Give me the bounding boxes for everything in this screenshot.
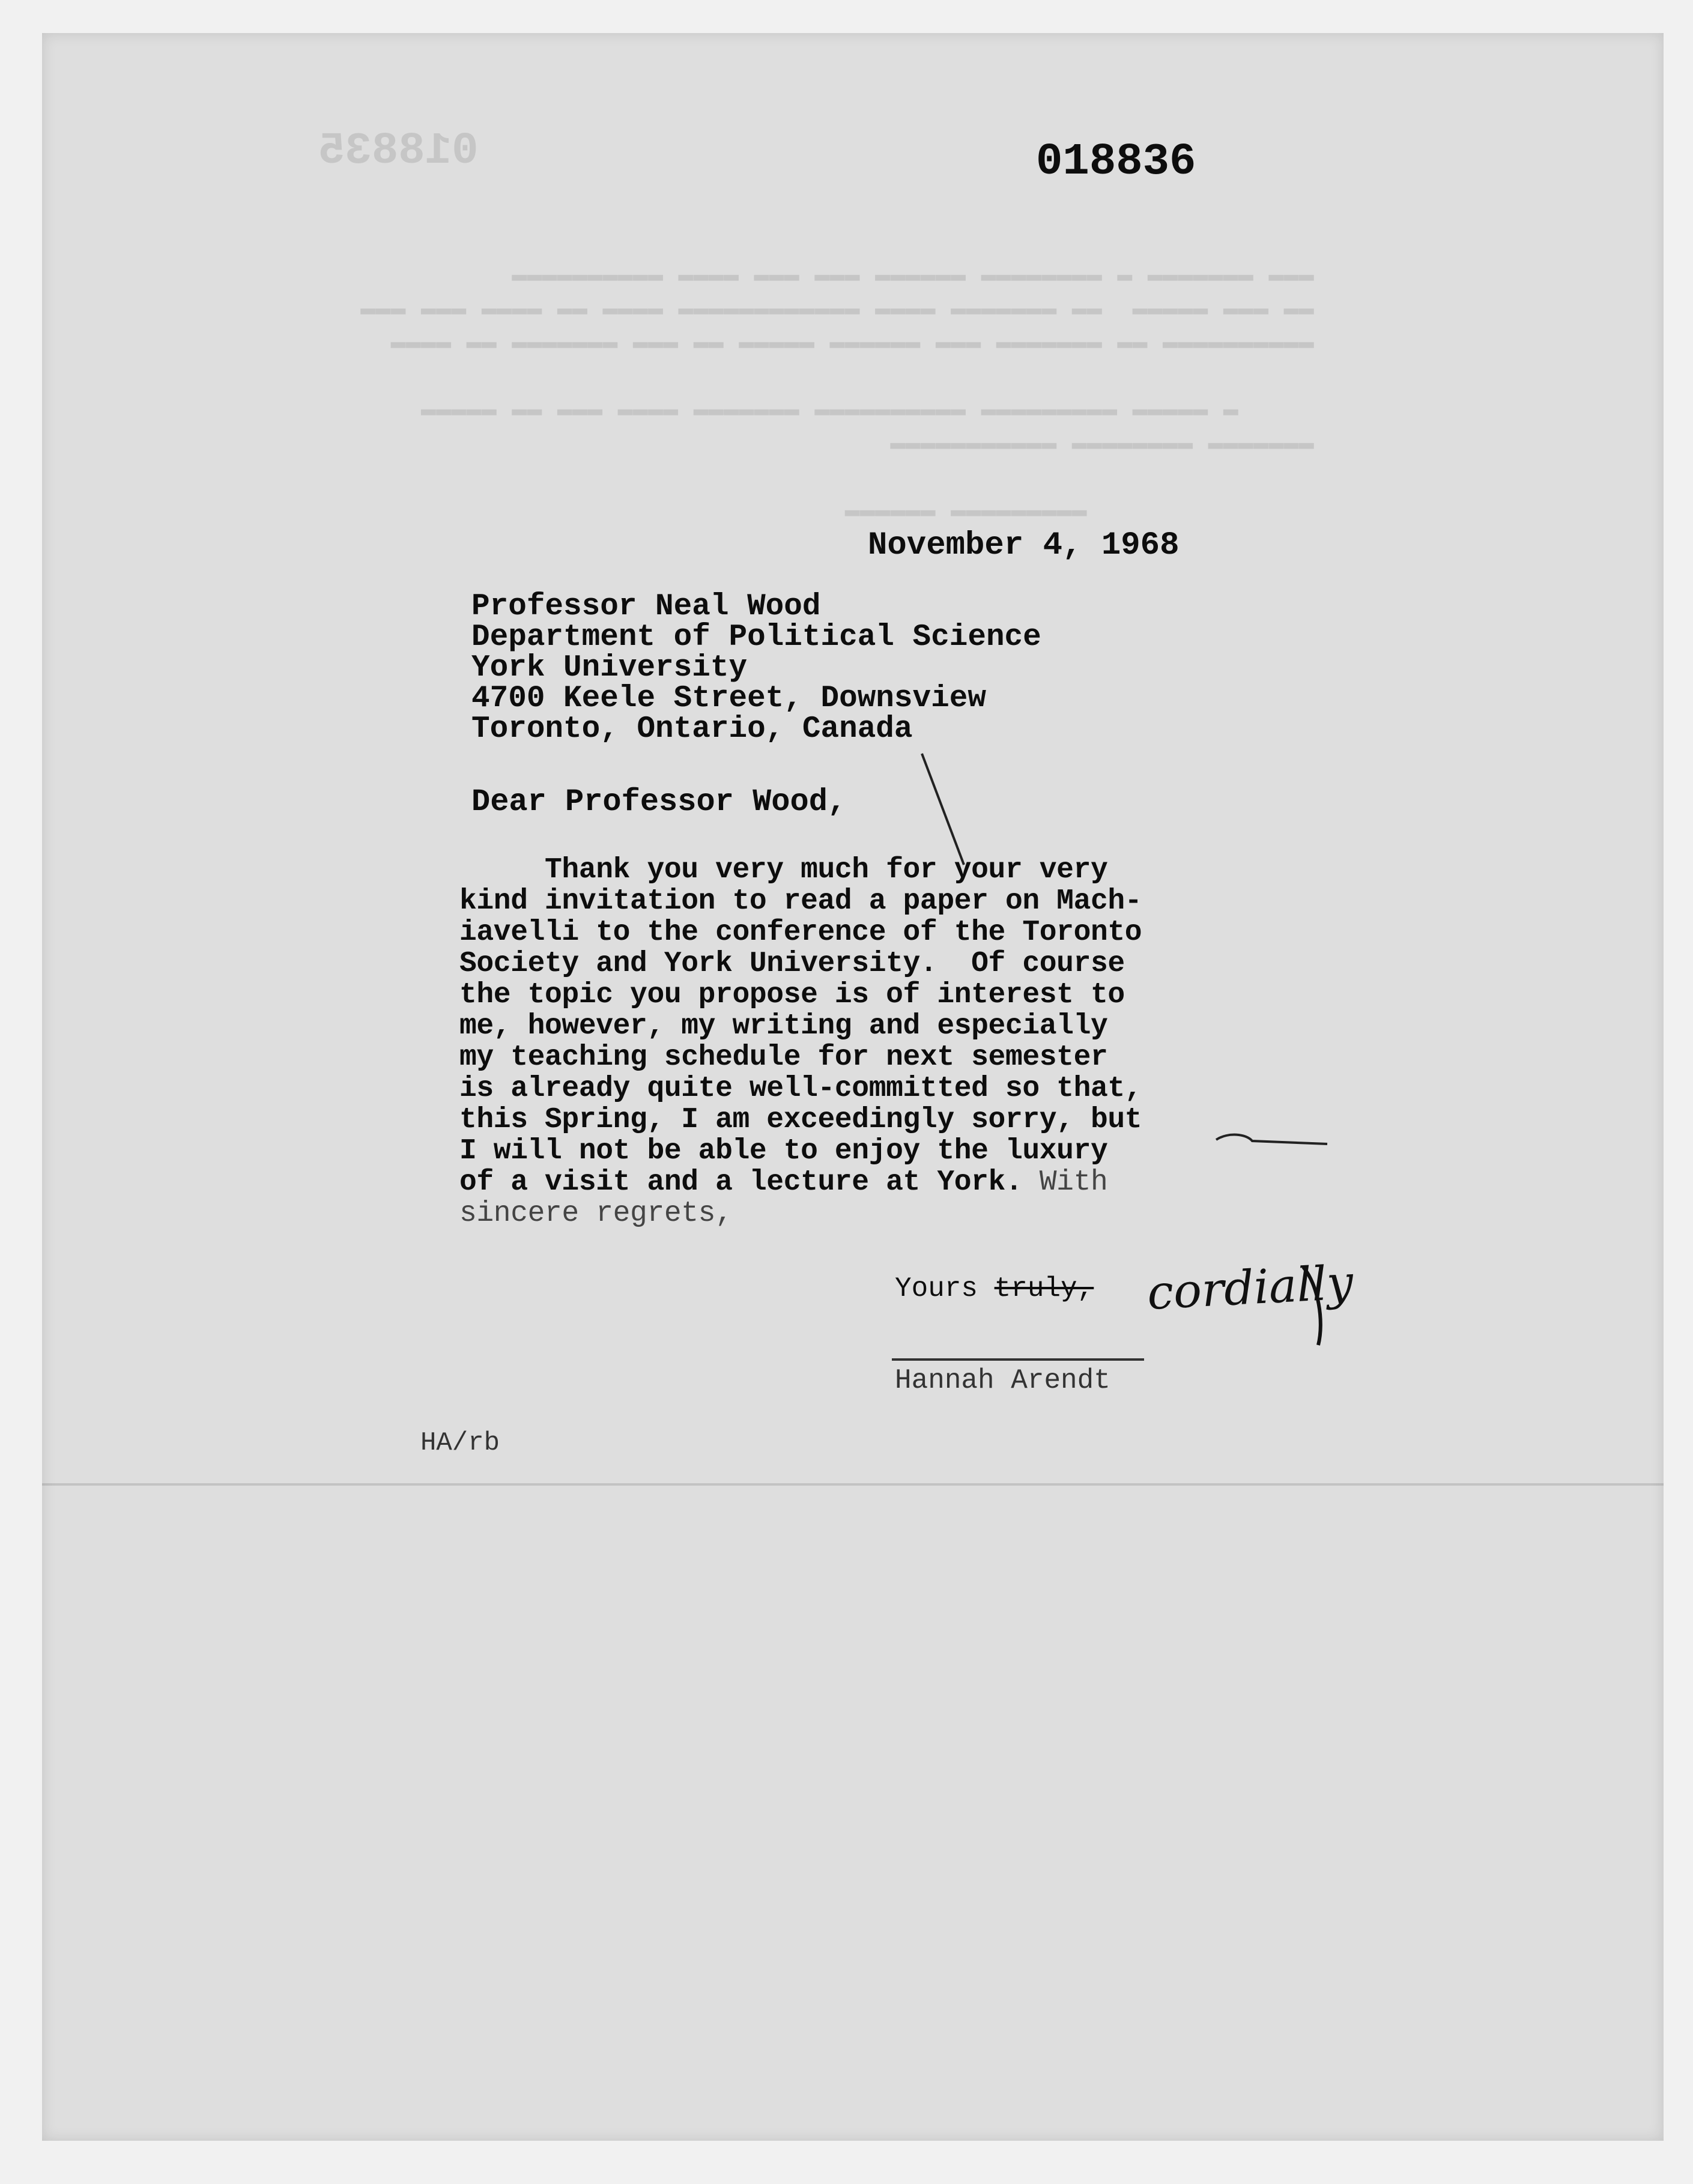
show-through-number: 018835 [318,126,479,177]
body-line: this Spring, I am exceedingly sorry, but [459,1104,1142,1136]
closing [895,1273,1094,1304]
recipient-department: Department of Political Science [471,620,1041,655]
salutation: Dear Professor Wood, [471,784,847,820]
body-line: I will not be able to enjoy the luxury [459,1135,1108,1167]
pen-stroke-underline [1216,1135,1327,1144]
handwritten-closing: cordially [1145,1256,1355,1320]
document-number: 018836 [1036,137,1196,187]
closing-word: Yours [895,1273,978,1304]
body-line: the topic you propose is of interest to [459,979,1125,1011]
body-line: kind invitation to read a paper on Mach- [459,885,1142,918]
body-line: iavelli to the conference of the Toronto [459,916,1142,949]
letter-body [459,855,1142,1229]
recipient-name: Professor Neal Wood [471,590,821,624]
recipient-city: Toronto, Ontario, Canada [471,712,913,746]
signature-line [892,1358,1144,1361]
body-line: of a visit and a lecture at York. [459,1166,1023,1199]
body-line-final [459,1167,1142,1198]
letter-date: November 4, 1968 [868,527,1180,564]
body-addition-regrets: sincere regrets, [459,1197,733,1230]
recipient-street: 4700 Keele Street, Downsview [471,682,986,716]
signature-name: Hannah Arendt [895,1365,1110,1396]
typist-initials: HA/rb [420,1428,500,1458]
body-line: my teaching schedule for next semester [459,1041,1108,1074]
pen-stroke-diagonal [922,754,964,865]
show-through-text: ▬▬▬ ▬▬▬▬▬▬▬ ▬ ▬▬▬▬▬▬▬▬ ▬▬▬▬▬▬ ▬▬▬ ▬▬▬ ▬▬▬▬ ▬▬▬▬▬▬▬▬▬▬ ▬▬ ▬▬▬ ▬▬▬▬▬ ▬▬ ▬▬▬▬▬▬▬ ▬▬▬▬ ▬▬▬▬▬▬▬▬▬▬▬▬ ▬▬▬▬ ▬▬ ▬▬▬▬ ▬▬▬ ▬▬▬ ▬▬▬▬▬▬▬▬▬▬ ▬▬ ▬▬▬▬▬▬▬ ▬▬▬ ▬▬▬▬▬▬ ▬▬▬▬▬ ▬▬ ▬▬▬ ▬▬▬▬▬▬▬ ▬▬ ▬▬▬▬ ▬ ▬▬▬▬▬ ▬▬▬▬▬▬▬▬▬ ▬▬▬▬▬▬▬▬▬▬ ▬▬▬▬▬▬▬ ▬▬▬▬ ▬▬▬ ▬▬ ▬▬▬▬▬ ▬▬▬▬▬▬▬ ▬▬▬▬▬▬▬▬ ▬▬▬▬▬▬▬▬▬▬▬ ▬▬▬▬▬▬▬▬▬ ▬▬▬▬▬▬ [360,261,1314,525]
closing-struck-word: truly, [994,1273,1094,1304]
body-line: Society and York University. Of course [459,948,1125,980]
body-line: is already quite well-committed so that, [459,1072,1142,1105]
recipient-address-block [471,591,1041,745]
recipient-institution: York University [471,651,748,685]
body-line: Thank you very much for your very [459,854,1108,886]
body-addition: With [1022,1166,1108,1199]
body-line: me, however, my writing and especially [459,1010,1108,1042]
